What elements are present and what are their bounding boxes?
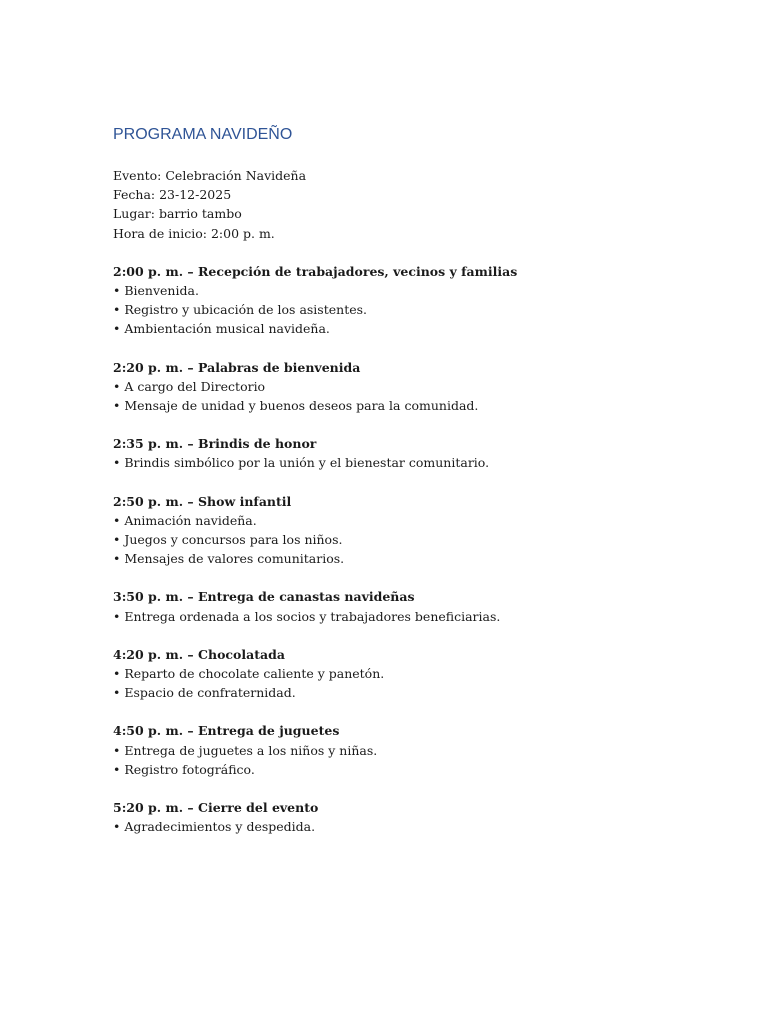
bullet-item: • Mensaje de unidad y buenos deseos para la comunidad. xyxy=(113,398,479,414)
program-section xyxy=(113,434,673,472)
bullet-item: • Registro fotográfico. xyxy=(113,761,255,777)
bullet-item: • Entrega de juguetes a los niños y niñas. xyxy=(113,742,378,758)
bullet-item: • Ambientación musical navideña. xyxy=(113,321,330,337)
bullet-item: • Entrega ordenada a los socios y trabajadores beneficiarias. xyxy=(113,608,501,624)
bullet-item: • Brindis simbólico por la unión y el bienestar comunitario. xyxy=(113,455,490,471)
program-section xyxy=(113,358,673,416)
section-heading: 5:20 p. m. – Cierre del evento xyxy=(113,800,319,816)
program-section xyxy=(113,721,673,779)
bullet-item: • Mensajes de valores comunitarios. xyxy=(113,551,345,567)
bullet-item: • Juegos y concursos para los niños. xyxy=(113,532,343,548)
section-heading: 2:00 p. m. – Recepción de trabajadores, vecinos y familias xyxy=(113,263,518,279)
bullet-item: • Animación navideña. xyxy=(113,512,257,528)
program-section xyxy=(113,645,673,703)
event-start-time: Hora de inicio: 2:00 p. m. xyxy=(113,225,275,241)
event-location: Lugar: barrio tambo xyxy=(113,206,242,222)
section-heading: 3:50 p. m. – Entrega de canastas navideñas xyxy=(113,589,415,605)
event-name: Evento: Celebración Navideña xyxy=(113,168,307,183)
section-heading: 2:20 p. m. – Palabras de bienvenida xyxy=(113,359,361,375)
program-section xyxy=(113,492,673,569)
bullet-item: • Espacio de confraternidad. xyxy=(113,685,296,701)
program-section xyxy=(113,262,673,339)
bullet-item: • Registro y ubicación de los asistentes. xyxy=(113,302,367,318)
program-section xyxy=(113,798,673,836)
section-heading: 2:35 p. m. – Brindis de honor xyxy=(113,436,317,452)
bullet-item: • A cargo del Directorio xyxy=(113,378,266,394)
section-heading: 4:50 p. m. – Entrega de juguetes xyxy=(113,723,340,739)
bullet-item: • Agradecimientos y despedida. xyxy=(113,819,316,835)
bullet-item: • Reparto de chocolate caliente y panetón. xyxy=(113,666,385,682)
section-heading: 2:50 p. m. – Show infantil xyxy=(113,493,292,509)
bullet-item: • Bienvenida. xyxy=(113,283,199,299)
section-heading: 4:20 p. m. – Chocolatada xyxy=(113,646,285,662)
event-info xyxy=(113,166,673,243)
event-date: Fecha: 23-12-2025 xyxy=(113,187,232,203)
document-title: PROGRAMA NAVIDEÑO xyxy=(113,126,293,143)
document-page xyxy=(113,124,673,855)
program-section xyxy=(113,587,673,625)
